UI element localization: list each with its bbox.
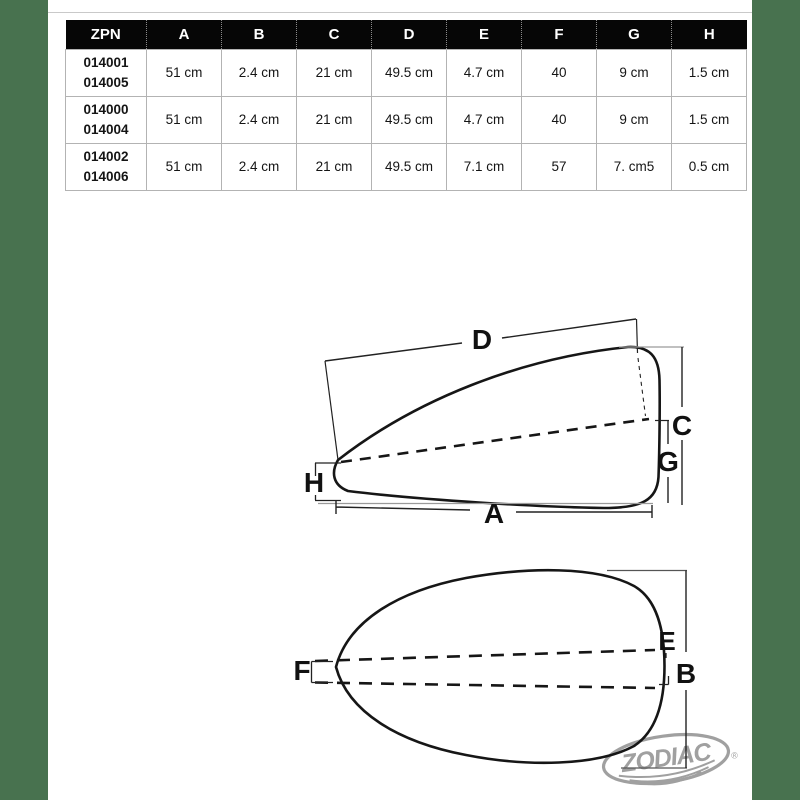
table-header-row [66, 20, 747, 49]
col-header-h: H [672, 20, 747, 49]
value-cell: 7.1 cm [447, 143, 522, 190]
col-header-d: D [372, 20, 447, 49]
dimension-spec-table [65, 20, 747, 191]
part-number: 014001 [83, 54, 129, 70]
dim-f-bracket [312, 662, 334, 683]
value-cell: 21 cm [297, 96, 372, 143]
zpn-cell [66, 143, 147, 190]
value-cell: 9 cm [597, 96, 672, 143]
zodiac-logo-registered-mark: ® [730, 750, 739, 761]
dim-label-h: H [303, 467, 325, 498]
part-number: 014004 [83, 121, 129, 137]
table-row [66, 143, 747, 190]
tunnel-dashed-line-upper [315, 650, 655, 661]
value-cell: 51 cm [147, 96, 222, 143]
part-number: 014002 [83, 148, 129, 164]
col-header-zpn: ZPN [66, 20, 147, 49]
zpn-cell [66, 49, 147, 96]
tank-top-view-diagram [280, 548, 742, 800]
top-divider-rule [48, 12, 752, 13]
value-cell: 49.5 cm [372, 49, 447, 96]
value-cell: 1.5 cm [672, 96, 747, 143]
col-header-b: B [222, 20, 297, 49]
tunnel-dashed-line-lower [315, 683, 655, 689]
part-number: 014000 [83, 101, 129, 117]
col-header-f: F [522, 20, 597, 49]
value-cell: 40 [522, 49, 597, 96]
dim-d-extension-right-dashed [638, 358, 646, 416]
value-cell: 21 cm [297, 49, 372, 96]
table-row [66, 49, 747, 96]
value-cell: 2.4 cm [222, 49, 297, 96]
part-number: 014006 [83, 168, 129, 184]
dim-d-extension-left [325, 361, 338, 460]
dim-label-e: E [658, 626, 676, 656]
value-cell: 7. cm5 [597, 143, 672, 190]
value-cell: 57 [522, 143, 597, 190]
value-cell: 9 cm [597, 49, 672, 96]
value-cell: 40 [522, 96, 597, 143]
value-cell: 49.5 cm [372, 143, 447, 190]
dim-label-d: D [471, 324, 493, 355]
zodiac-logo-text: ZODIAC [619, 737, 713, 779]
col-header-g: G [597, 20, 672, 49]
value-cell: 51 cm [147, 143, 222, 190]
zpn-cell [66, 96, 147, 143]
value-cell: 0.5 cm [672, 143, 747, 190]
col-header-a: A [147, 20, 222, 49]
value-cell: 1.5 cm [672, 49, 747, 96]
value-cell: 4.7 cm [447, 96, 522, 143]
value-cell: 2.4 cm [222, 96, 297, 143]
right-green-margin-band [752, 0, 800, 800]
value-cell: 51 cm [147, 49, 222, 96]
tank-top-outline [336, 570, 665, 763]
tank-side-view-diagram [280, 298, 720, 540]
left-green-margin-band [0, 0, 48, 800]
dim-label-b: B [675, 658, 697, 689]
col-header-e: E [447, 20, 522, 49]
value-cell: 4.7 cm [447, 49, 522, 96]
value-cell: 49.5 cm [372, 96, 447, 143]
dim-label-f: F [293, 655, 311, 686]
part-number: 014005 [83, 74, 129, 90]
tank-side-outline [334, 347, 660, 508]
value-cell: 2.4 cm [222, 143, 297, 190]
dim-label-a: A [483, 498, 505, 529]
dim-label-g: G [657, 446, 679, 477]
col-header-c: C [297, 20, 372, 49]
table-row [66, 96, 747, 143]
value-cell: 21 cm [297, 143, 372, 190]
dim-label-c: C [671, 410, 693, 441]
zodiac-logo [600, 726, 740, 792]
